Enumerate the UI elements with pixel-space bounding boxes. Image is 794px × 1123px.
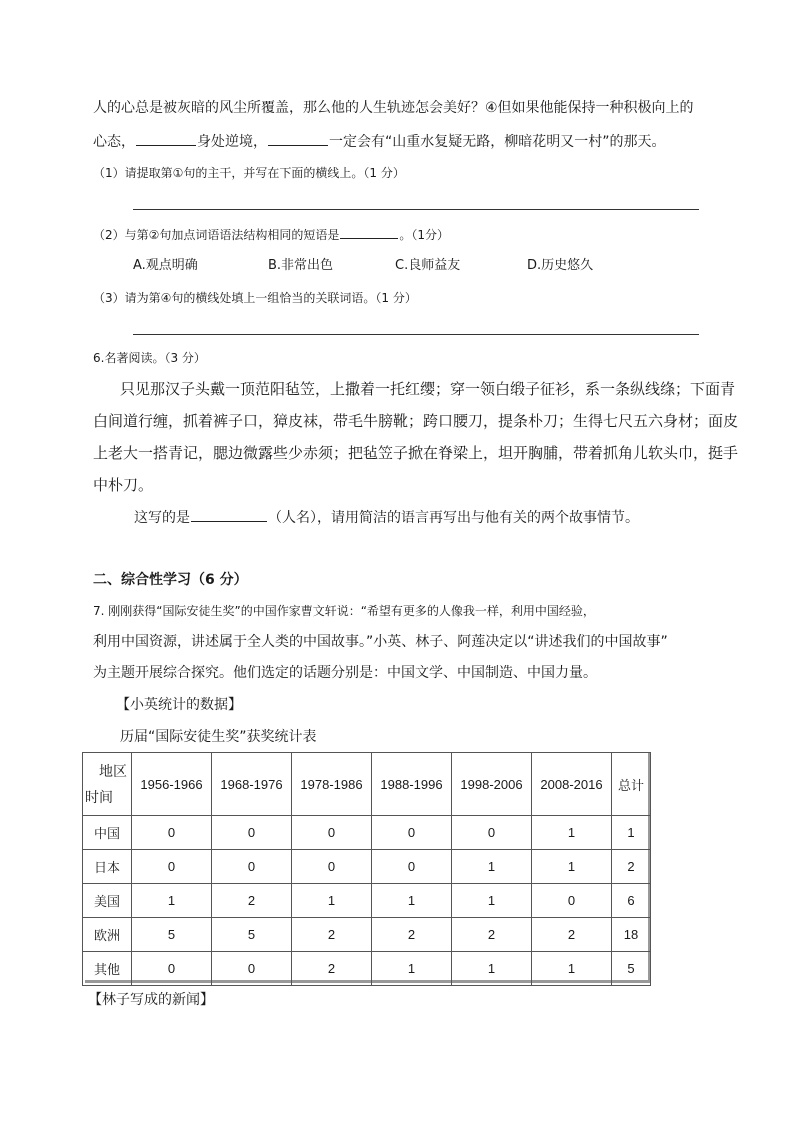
q6-question-end: （人名），请用简洁的语言再写出与他有关的两个故事情节。: [268, 510, 639, 526]
table-cell: 1: [532, 816, 612, 850]
corner-region-label: 地区: [99, 763, 127, 779]
table-cell: 0: [132, 816, 212, 850]
table-cell: 2: [532, 918, 612, 952]
q5-sub1: （1）请提取第①句的主干，并写在下面的横线上。（1 分）: [93, 166, 405, 180]
table-cell: 0: [372, 850, 452, 884]
corner-time-label: 时间: [85, 789, 113, 805]
table-cell: 5: [212, 918, 292, 952]
table-row: [83, 884, 651, 918]
option-a[interactable]: A.观点明确: [133, 258, 198, 273]
row-label: 日本: [83, 850, 132, 884]
award-stats-table: [82, 752, 651, 986]
table-cell-total: 2: [612, 850, 651, 884]
column-header: 1968-1976: [212, 753, 292, 816]
table-cell: 2: [212, 884, 292, 918]
table-cell: 1: [372, 952, 452, 986]
table-cell: 2: [372, 918, 452, 952]
option-b[interactable]: B.非常出色: [268, 258, 334, 273]
answer-blank-2[interactable]: [268, 131, 328, 146]
row-label: 中国: [83, 816, 132, 850]
table-cell: 0: [132, 952, 212, 986]
table-row: [83, 918, 651, 952]
corner-cell: [83, 753, 132, 816]
q5-sub2-text: （2）与第②句加点词语语法结构相同的短语是: [93, 228, 340, 242]
q7-line-3: 为主题开展综合探究。他们选定的话题分别是：中国文学、中国制造、中国力量。: [93, 665, 597, 681]
table-cell-total: 5: [612, 952, 651, 986]
q5-sub3: （3）请为第④句的横线处填上一组恰当的关联词语。（1 分）: [93, 291, 417, 305]
table-cell: 0: [372, 816, 452, 850]
q6-passage-line-1: 只见那汉子头戴一顶范阳毡笠，上撒着一托红缨；穿一领白缎子征衫，系一条纵线绦；下面青: [120, 380, 736, 398]
table-cell: 0: [132, 850, 212, 884]
table-cell: 1: [452, 850, 532, 884]
table-cell: 1: [532, 850, 612, 884]
q6-question: [134, 507, 639, 528]
table-cell: 2: [292, 952, 372, 986]
xiaoying-data-label: 【小英统计的数据】: [116, 697, 242, 713]
column-header: 1988-1996: [372, 753, 452, 816]
table-row: [83, 850, 651, 884]
answer-blank-3[interactable]: [340, 224, 398, 239]
table-cell: 0: [292, 850, 372, 884]
answer-line-2[interactable]: [133, 334, 699, 335]
column-header: 1998-2006: [452, 753, 532, 816]
table-cell: 1: [292, 884, 372, 918]
column-header: 1978-1986: [292, 753, 372, 816]
passage-line-2-start: 心态，: [93, 134, 135, 150]
option-d[interactable]: D.历史悠久: [527, 258, 594, 273]
option-c[interactable]: C.良师益友: [395, 258, 461, 273]
table-cell-total: 18: [612, 918, 651, 952]
table-title: 历届“国际安徒生奖”获奖统计表: [120, 729, 317, 745]
q6-passage-line-3: 上老大一搭青记，腮边微露些少赤须；把毡笠子掀在脊梁上，坦开胸脯，带着抓角儿软头巾，挺手: [93, 444, 739, 462]
column-header-total: 总计: [612, 753, 651, 816]
q5-sub2-end: 。（1分）: [399, 228, 450, 242]
passage-line-2-end: 一定会有“山重水复疑无路，柳暗花明又一村”的那天。: [329, 134, 666, 150]
table-cell-total: 1: [612, 816, 651, 850]
table-cell: 5: [132, 918, 212, 952]
answer-line-1[interactable]: [133, 209, 699, 210]
table-cell: 1: [372, 884, 452, 918]
row-label: 其他: [83, 952, 132, 986]
table-cell-total: 6: [612, 884, 651, 918]
table-cell: 0: [532, 884, 612, 918]
passage-line-2: [93, 131, 666, 152]
table-cell: 1: [132, 884, 212, 918]
passage-line-1: 人的心总是被灰暗的风尘所覆盖，那么他的人生轨迹怎会美好？④但如果他能保持一种积极向上的: [93, 100, 694, 116]
row-label: 欧洲: [83, 918, 132, 952]
table-cell: 0: [212, 850, 292, 884]
table-cell: 1: [452, 884, 532, 918]
table-cell: 1: [452, 952, 532, 986]
linzi-news-label: 【林子写成的新闻】: [88, 992, 214, 1008]
column-header: 2008-2016: [532, 753, 612, 816]
q6-passage-line-2: 白间道行缠，抓着裤子口，獐皮袜，带毛牛膀靴；跨口腰刀，提条朴刀；生得七尺五六身材；面皮: [93, 412, 739, 430]
q7-line-2: 利用中国资源，讲述属于全人类的中国故事。”小英、林子、阿莲决定以“讲述我们的中国故事”: [93, 634, 668, 650]
q7-line-1: 7. 刚刚获得“国际安徒生奖”的中国作家曹文轩说：“希望有更多的人像我一样，利用中国经验，: [93, 604, 595, 618]
table-cell: 0: [292, 816, 372, 850]
q5-sub2: [93, 224, 449, 245]
column-header: 1956-1966: [132, 753, 212, 816]
table-row: [83, 952, 651, 986]
row-label: 美国: [83, 884, 132, 918]
table-cell: 0: [212, 816, 292, 850]
answer-blank-1[interactable]: [136, 131, 196, 146]
q6-question-start: 这写的是: [134, 510, 190, 526]
table-row: [83, 816, 651, 850]
table-cell: 0: [212, 952, 292, 986]
table-cell: 2: [452, 918, 532, 952]
table-cell: 1: [532, 952, 612, 986]
table-cell: 0: [452, 816, 532, 850]
section-heading: 二、综合性学习（6 分）: [93, 572, 248, 588]
q6-passage-line-4: 中朴刀。: [93, 476, 154, 494]
passage-line-2-mid: 身处逆境，: [197, 134, 267, 150]
q6-title: 6.名著阅读。（3 分）: [93, 351, 206, 365]
answer-blank-name[interactable]: [191, 507, 267, 522]
table-cell: 2: [292, 918, 372, 952]
table-header-row: [83, 753, 651, 816]
